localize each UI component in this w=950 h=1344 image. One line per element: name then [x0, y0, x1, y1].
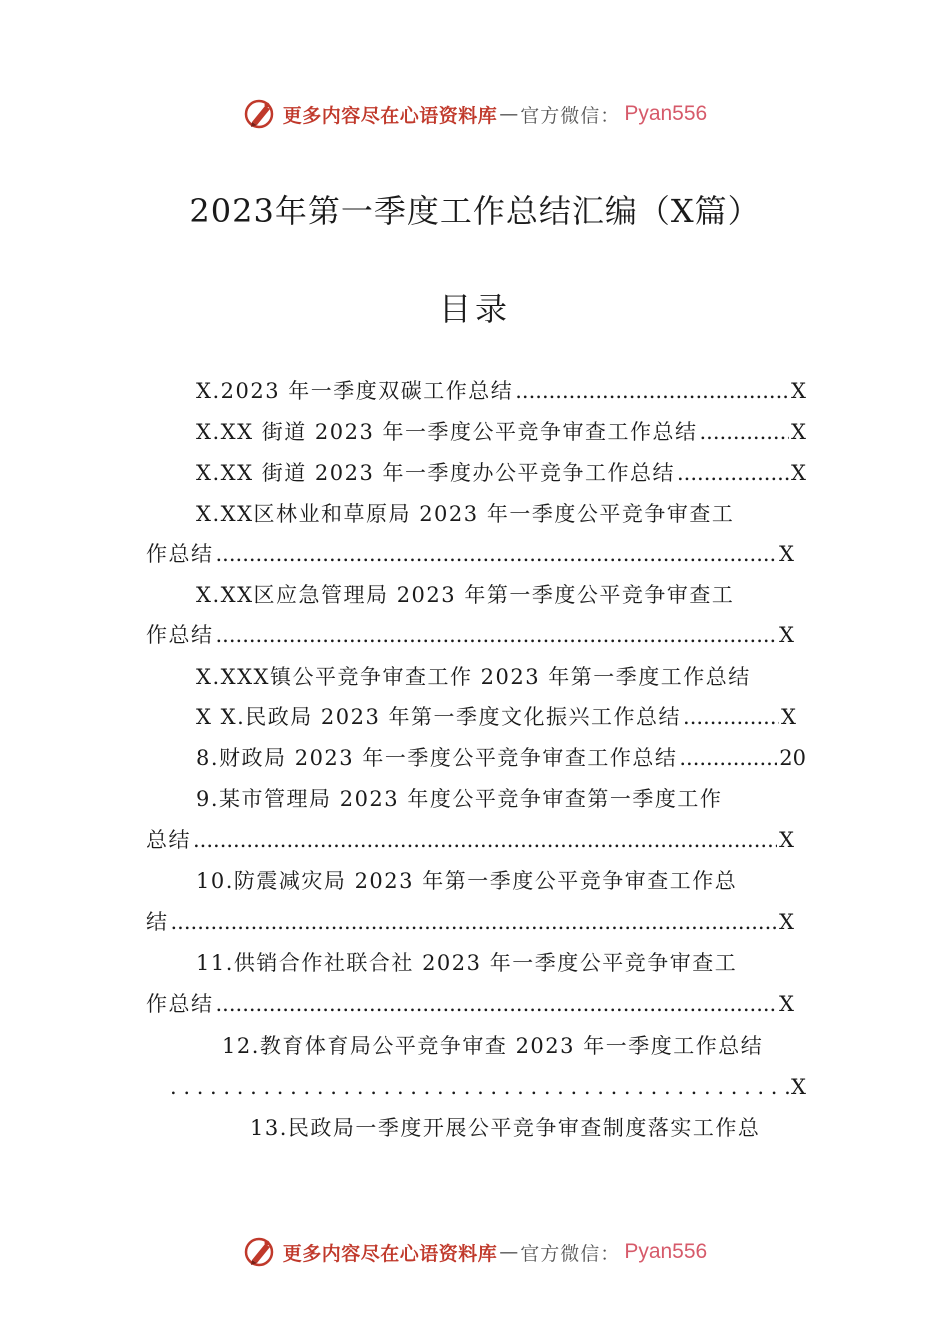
toc-entry-title: X.XX 街道 2023 年一季度办公平竞争工作总结 — [196, 461, 675, 485]
toc-entry[interactable] — [196, 580, 796, 610]
toc-entry-continuation[interactable] — [146, 989, 794, 1019]
toc-entry[interactable] — [196, 376, 806, 406]
footer-banner — [0, 1232, 950, 1272]
toc-entry[interactable] — [250, 1113, 830, 1143]
toc-entry-title-cont: 结 — [146, 910, 169, 934]
toc-entry-title: 8.财政局 2023 年一季度公平竞争审查工作总结 — [196, 746, 678, 770]
banner-dash: — — [499, 1241, 519, 1263]
toc-entry-title-cont: 作总结 — [146, 623, 214, 647]
toc-entry-continuation[interactable] — [168, 1072, 806, 1102]
toc-entry-continuation[interactable] — [146, 907, 794, 937]
toc-leader-dots — [677, 458, 789, 488]
toc-entry-page: X — [791, 420, 806, 444]
toc-entry-title: 10.防震减灾局 2023 年第一季度公平竞争审查工作总 — [196, 869, 738, 893]
toc-entry-title: 12.教育体育局公平竞争审查 2023 年一季度工作总结 — [222, 1034, 764, 1058]
toc-entry-page: 20 — [779, 746, 806, 770]
toc-leader-dots — [193, 825, 777, 855]
document-title: 2023年第一季度工作总结汇编（X篇） — [189, 192, 761, 230]
toc-entry-page: X — [779, 542, 794, 566]
toc-entry-title: X.XX区林业和草原局 2023 年一季度公平竞争审查工 — [196, 502, 735, 526]
toc-entry-page: X — [791, 379, 806, 403]
banner-wechat-id: Pyan556 — [624, 1240, 708, 1263]
pen-logo-icon — [243, 1235, 277, 1269]
toc-entry-continuation[interactable] — [146, 825, 794, 855]
toc-leader-dots — [171, 907, 778, 937]
toc-leader-dots — [216, 620, 778, 650]
toc-entry-continuation[interactable] — [146, 539, 794, 569]
toc-entry-page: X — [779, 992, 794, 1016]
toc-entry[interactable] — [196, 866, 796, 896]
toc-entry-title: X.XX 街道 2023 年一季度公平竞争审查工作总结 — [196, 420, 698, 444]
toc-entry-title: 11.供销合作社联合社 2023 年一季度公平竞争审查工 — [196, 951, 738, 975]
toc-leader-dots — [216, 989, 778, 1019]
toc-entry-title: X.XX区应急管理局 2023 年第一季度公平竞争审查工 — [196, 583, 735, 607]
toc-entry-page: X — [791, 461, 806, 485]
toc-entry[interactable] — [196, 499, 796, 529]
toc-heading: 目录 — [438, 290, 511, 328]
toc-entry[interactable] — [196, 784, 796, 814]
header-banner — [0, 94, 950, 134]
toc-entry-title: X X.民政局 2023 年第一季度文化振兴工作总结 — [196, 705, 682, 729]
toc-entry-title-cont: 作总结 — [146, 542, 214, 566]
toc-entry-page: X — [791, 1075, 806, 1099]
toc-entry-title: X.2023 年一季度双碳工作总结 — [196, 379, 514, 403]
toc-leader-dots — [683, 702, 779, 732]
toc-entry-title: 13.民政局一季度开展公平竞争审查制度落实工作总 — [250, 1116, 761, 1140]
banner-wechat-label: 官方微信： — [520, 1242, 621, 1265]
toc-leader-dots — [216, 539, 778, 569]
toc-entry[interactable] — [196, 662, 796, 692]
toc-entry-page: X — [779, 828, 794, 852]
toc-leader-dots — [170, 1072, 789, 1102]
toc-entry[interactable] — [196, 948, 796, 978]
toc-leader-dots — [700, 417, 790, 447]
toc-entry[interactable] — [196, 417, 806, 447]
toc-entry-title: 9.某市管理局 2023 年度公平竞争审查第一季度工作 — [196, 787, 723, 811]
toc-leader-dots — [679, 743, 777, 773]
toc-entry[interactable] — [196, 458, 806, 488]
toc-leader-dots — [515, 376, 789, 406]
toc-entry-title-cont: 作总结 — [146, 992, 214, 1016]
banner-wechat-label: 官方微信： — [520, 104, 621, 127]
toc-entry[interactable] — [222, 1031, 822, 1061]
banner-brand-text: 更多内容尽在心语资料库 — [282, 104, 498, 127]
toc-entry[interactable] — [196, 702, 796, 732]
toc-entry[interactable] — [196, 743, 806, 773]
toc-entry-page: X — [779, 623, 794, 647]
banner-dash: — — [499, 103, 519, 125]
toc-entry-page: X — [781, 705, 796, 729]
toc-entry-title: X.XXX镇公平竞争审查工作 2023 年第一季度工作总结 — [196, 665, 751, 689]
toc-entry-page: X — [779, 910, 794, 934]
banner-brand-text: 更多内容尽在心语资料库 — [282, 1242, 498, 1265]
toc-entry-continuation[interactable] — [146, 620, 794, 650]
banner-wechat-id: Pyan556 — [624, 102, 708, 125]
toc-entry-title-cont: 总结 — [146, 828, 191, 852]
pen-logo-icon — [243, 97, 277, 131]
